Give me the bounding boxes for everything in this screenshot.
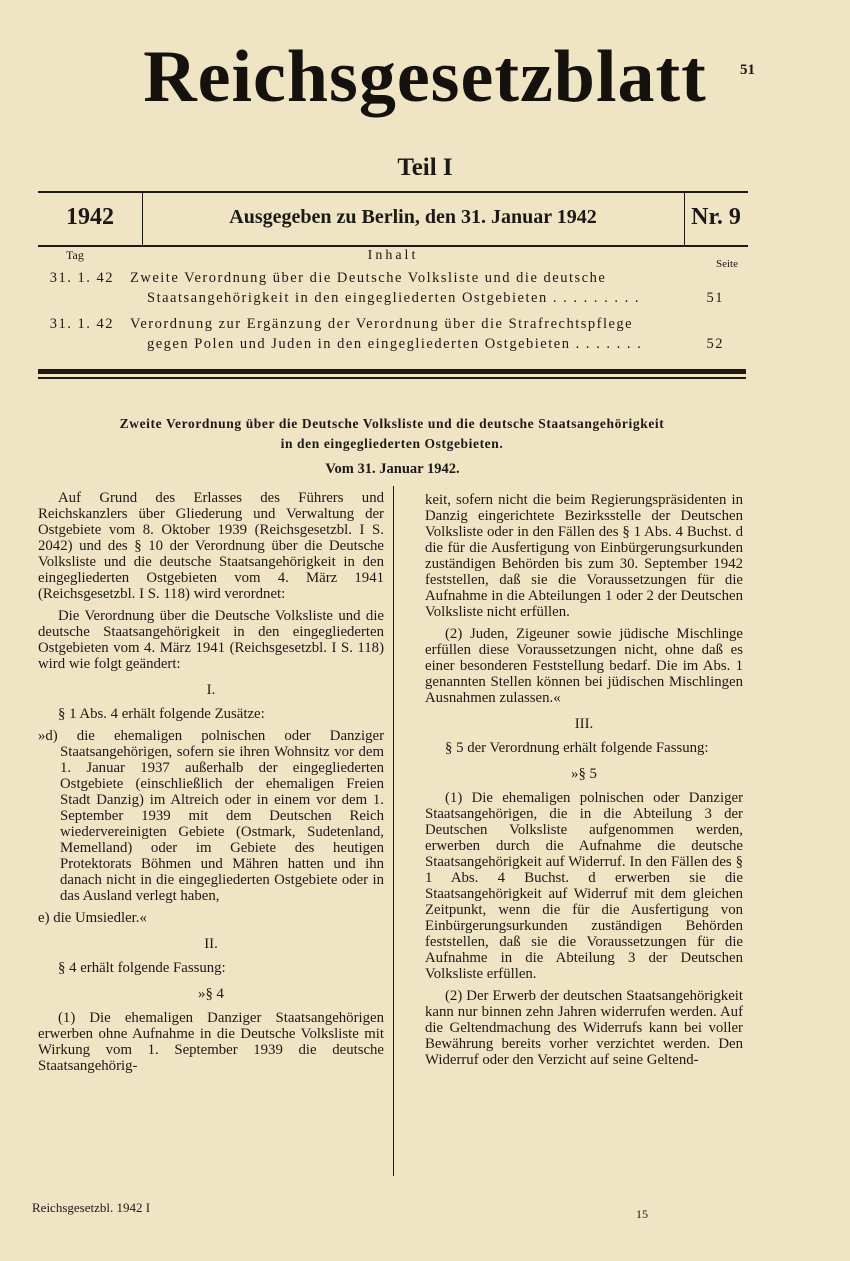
- separator-rule-thin: [38, 377, 746, 379]
- page-number: 51: [740, 62, 755, 78]
- item-e: e) die Umsiedler.«: [38, 910, 147, 926]
- paragraph-5-heading: »§ 5: [571, 766, 597, 782]
- column-divider: [393, 486, 394, 1176]
- entry-title-line1: Zweite Verordnung über die Deutsche Volksliste und die deutsche: [130, 270, 607, 286]
- entry-page: 52: [706, 336, 724, 352]
- section-1-intro: § 1 Abs. 4 erhält folgende Zusätze:: [58, 706, 265, 722]
- entry-page: 51: [706, 290, 724, 306]
- paragraph-4-clause-2: (2) Juden, Zigeuner sowie jüdische Mischlinge erfüllen diese Voraussetzungen nicht, ohne daß es einer besonderen Feststellung bedarf. Die im Abs. 1 genannten Stellen können bei jüdischen Mischlingen Ausnahmen zulassen.«: [425, 626, 743, 706]
- masthead-title: Reichsgesetzblatt: [143, 36, 707, 118]
- paragraph-4-clause-1-continued: keit, sofern nicht die beim Regierungspräsidenten in Danzig eingerichtete Bezirksstelle der Deutschen Volksliste oder in den Fällen des § 1 Abs. 4 Buchst. d die für die Ausfertigung von Einbürgerungsurkunden zuständigen Behörden bis zum 30. September 1942 feststellen, daß sie die Voraussetzungen für die Aufnahme in die Abteilungen 1 oder 2 der Deutschen Volksliste nicht erfüllen.: [425, 492, 743, 620]
- section-3-intro: § 5 der Verordnung erhält folgende Fassung:: [445, 740, 709, 756]
- separator-rule-thick: [38, 369, 746, 374]
- paragraph-4-clause-1: (1) Die ehemaligen Danziger Staatsangehörigen erwerben ohne Aufnahme in die Deutsche Volksliste mit Wirkung vom 1. September 1939 die deutsche Staatsangehörig-: [38, 1010, 384, 1074]
- amendment-intro-paragraph: Die Verordnung über die Deutsche Volksliste und die deutsche Staatsangehörigkeit in den eingegliederten Ostgebieten vom 4. März 1941 (Reichsgesetzbl. I S. 118) wird wie folgt geändert:: [38, 608, 384, 672]
- entry-date: 31. 1. 42: [49, 270, 114, 286]
- entry-title-line2: gegen Polen und Juden in den eingegliederten Ostgebieten . . . . . . .: [147, 336, 643, 352]
- issue-year: 1942: [38, 193, 143, 245]
- left-column: [38, 490, 384, 1080]
- right-column: [425, 492, 743, 1074]
- item-d: »d) die ehemaligen polnischen oder Danziger Staatsangehörigen, sofern sie ihren Wohnsitz vor dem 1. Januar 1937 außerhalb der eingegliederten Ostgebiete (einschließlich der ehemaligen Freien Stadt Danzig) im Altreich oder in einem vor dem 1. September 1939 mit dem Deutschen Reich wiedervereinigten Gebiete (Ostmark, Sudetenland, Memelland) oder im Gebiete des heutigen Protektorats Böhmen und Mähren hatten und ihn danach nicht in die eingegliederten Ostgebiete oder in das Ausland verlegt haben,: [38, 728, 384, 904]
- contents-tag-label: Tag: [66, 248, 84, 262]
- paragraph-4-heading: »§ 4: [198, 986, 224, 1002]
- contents-title: Inhalt: [367, 248, 419, 263]
- entry-date: 31. 1. 42: [49, 316, 114, 332]
- section-heading-2: II.: [204, 936, 218, 952]
- article-title-line1: Zweite Verordnung über die Deutsche Volksliste und die deutsche Staatsangehörigkeit: [119, 416, 665, 431]
- part-label: Teil I: [397, 154, 453, 181]
- footer-page-number: 15: [636, 1207, 648, 1221]
- issue-date-line: Ausgegeben zu Berlin, den 31. Januar 1942: [142, 193, 685, 245]
- article-title: [60, 414, 724, 454]
- section-2-intro: § 4 erhält folgende Fassung:: [58, 960, 226, 976]
- section-heading-3: III.: [574, 716, 594, 732]
- contents-page-label: Seite: [716, 258, 738, 270]
- section-heading-1: I.: [206, 682, 216, 698]
- article-date: Vom 31. Januar 1942.: [325, 461, 460, 477]
- paragraph-5-clause-2: (2) Der Erwerb der deutschen Staatsangehörigkeit kann nur binnen zehn Jahren widerrufen werden. Auf die Geltendmachung des Widerrufs kann bei voller Bewährung bereits vorher verzichtet werden. Den Widerruf oder den Verzicht auf seine Geltend-: [425, 988, 743, 1068]
- preamble-paragraph: Auf Grund des Erlasses des Führers und Reichskanzlers über Gliederung und Verwaltung der Ostgebiete vom 8. Oktober 1939 (Reichsgesetzbl. I S. 2042) und des § 10 der Verordnung über die Deutsche Volksliste und die deutsche Staatsangehörigkeit in den eingegliederten Ostgebieten vom 4. März 1941 (Reichsgesetzbl. I S. 118) wird verordnet:: [38, 490, 384, 602]
- entry-title-line1: Verordnung zur Ergänzung der Verordnung über die Strafrechtspflege: [130, 316, 634, 332]
- issue-number: Nr. 9: [691, 204, 741, 230]
- entry-title-line2: Staatsangehörigkeit in den eingegliederten Ostgebieten . . . . . . . . .: [147, 290, 640, 306]
- issue-bar: [38, 191, 748, 247]
- paragraph-5-clause-1: (1) Die ehemaligen polnischen oder Danziger Staatsangehörigen, die in die Abteilung 3 der Deutschen Volksliste aufgenommen werden, erwerben durch die Aufnahme die deutsche Staatsangehörigkeit auf Widerruf. In den Fällen des § 1 Abs. 4 Buchst. d erwerben sie die Staatsangehörigkeit auf Widerruf mit dem gleichen Zeitpunkt, wenn die für die Ausfertigung von Einbürgerungsurkunden zuständigen Behörden feststellen, daß sie die Voraussetzungen für die Aufnahme in die Abteilung 3 der Deutschen Volksliste erfüllen.: [425, 790, 743, 982]
- footer-citation: Reichsgesetzbl. 1942 I: [32, 1200, 151, 1215]
- article-title-line2: in den eingegliederten Ostgebieten.: [280, 436, 504, 451]
